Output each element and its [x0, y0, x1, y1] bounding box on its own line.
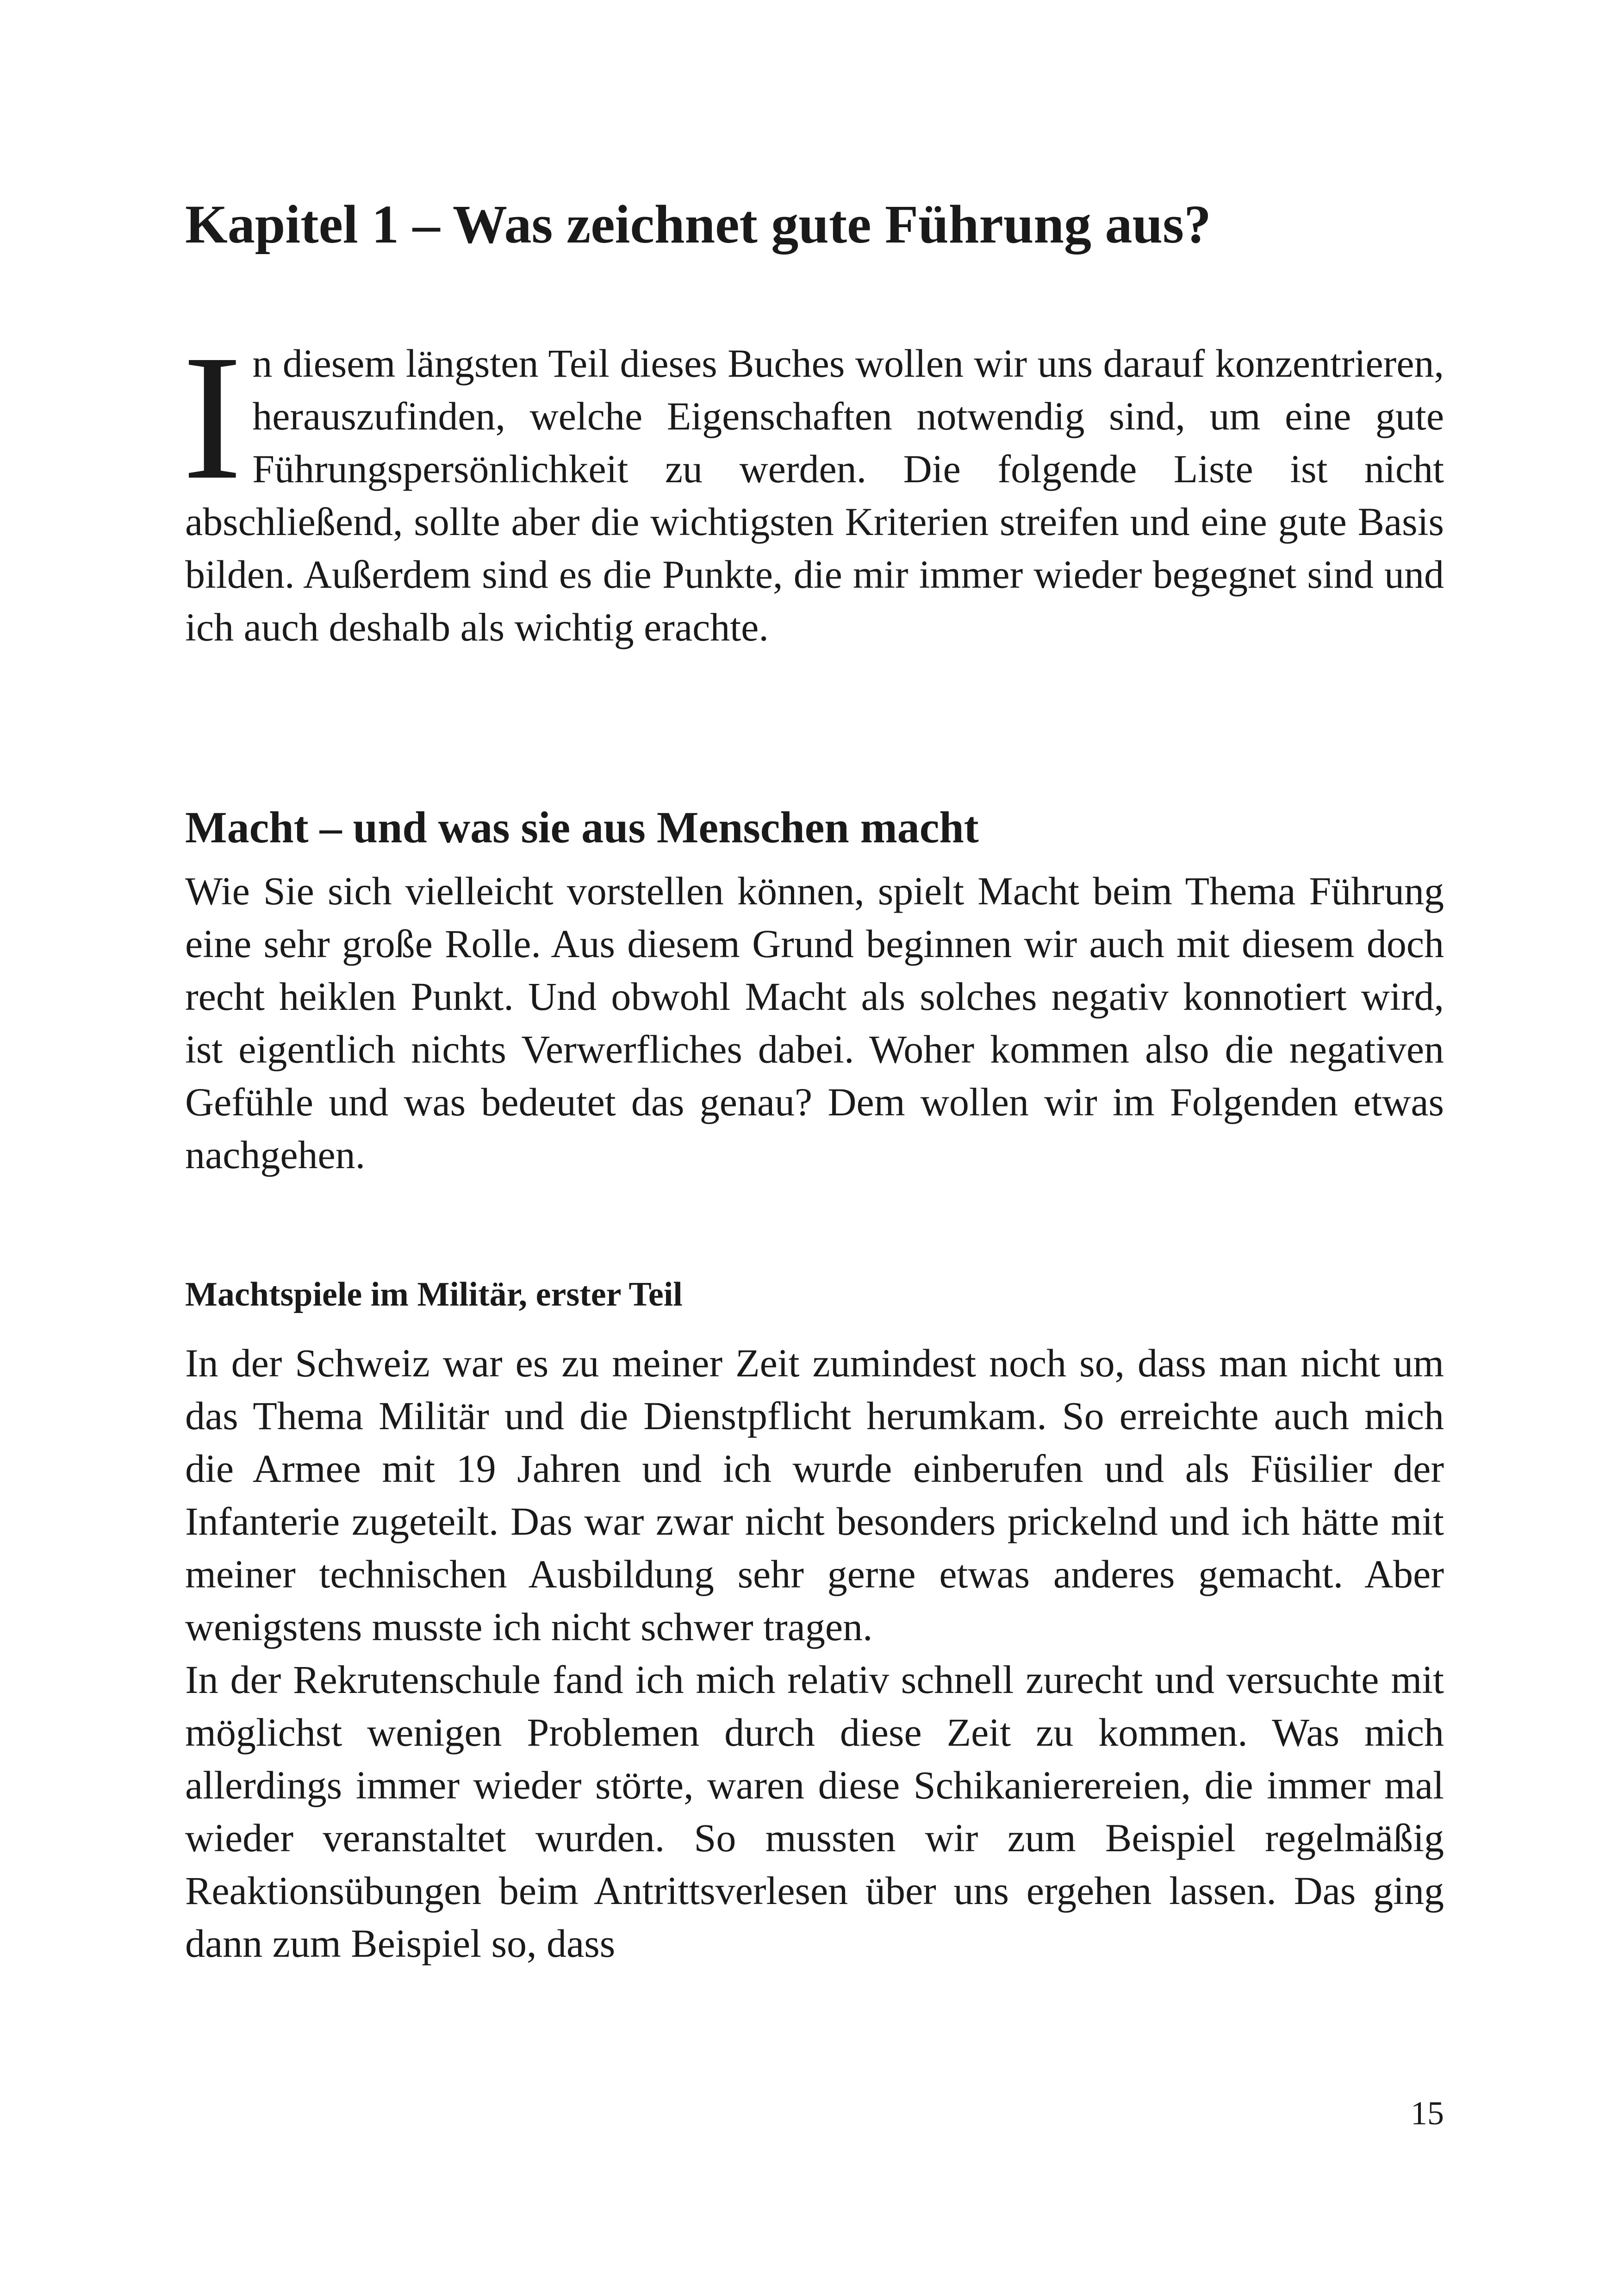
subsection-paragraph-1: In der Schweiz war es zu meiner Zeit zumindest noch so, dass man nicht um das Thema Militär und die Dienstpflicht herumkam. So erreichte auch mich die Armee mit 19 Jahren und ich wurde einberufen und als Füsilier der Infanterie zugeteilt. Das war zwar nicht besonders prickelnd und ich hätte mit meiner technischen Ausbildung sehr gerne etwas anderes gemacht. Aber wenigstens musste ich nicht schwer tragen. — [185, 1341, 1444, 1649]
section-paragraph: Wie Sie sich vielleicht vorstellen können, spielt Macht beim Thema Führung eine sehr große Rolle. Aus diesem Grund beginnen wir auch mit diesem doch recht heiklen Punkt. Und obwohl Macht als solches negativ konnotiert wird, ist eigentlich nichts Verwerfliches dabei. Woher kommen also die negativen Gefühle und was bedeutet das genau? Dem wollen wir im Folgenden etwas nachgehen. — [185, 869, 1444, 1177]
page-number: 15 — [1411, 2095, 1444, 2132]
subsection-heading: Machtspiele im Militär, erster Teil — [185, 1276, 683, 1313]
intro-paragraph — [182, 317, 1444, 653]
subsection-paragraph-2: In der Rekrutenschule fand ich mich relativ schnell zurecht und versuchte mit möglichst wenigen Problemen durch diese Zeit zu kommen. Was mich allerdings immer wieder störte, waren diese Schikanierereien, die immer mal wieder veranstaltet wurden. So mussten wir zum Beispiel regelmäßig Reaktionsübungen beim Antrittsverlesen über uns ergehen lassen. Das ging dann zum Beispiel so, dass — [185, 1657, 1444, 1966]
drop-cap: I — [182, 317, 243, 516]
intro-text: n diesem längsten Teil dieses Buches wollen wir uns darauf konzentrieren, herauszufinden, welche Eigenschaften notwendig sind, um eine gute Führungspersönlichkeit zu werden. Die folgende Liste ist nicht abschließend, sollte aber die wichtigsten Kriterien streifen und eine gute Basis bilden. Außerdem sind es die Punkte, die mir immer wieder begegnet sind und ich auch deshalb als wichtig erachte. — [185, 341, 1444, 649]
chapter-title: Kapitel 1 – Was zeichnet gute Führung aus? — [185, 194, 1212, 255]
subsection-body — [185, 1337, 1444, 1970]
section-heading: Macht – und was sie aus Menschen macht — [185, 803, 979, 852]
book-page — [182, 0, 1444, 2296]
